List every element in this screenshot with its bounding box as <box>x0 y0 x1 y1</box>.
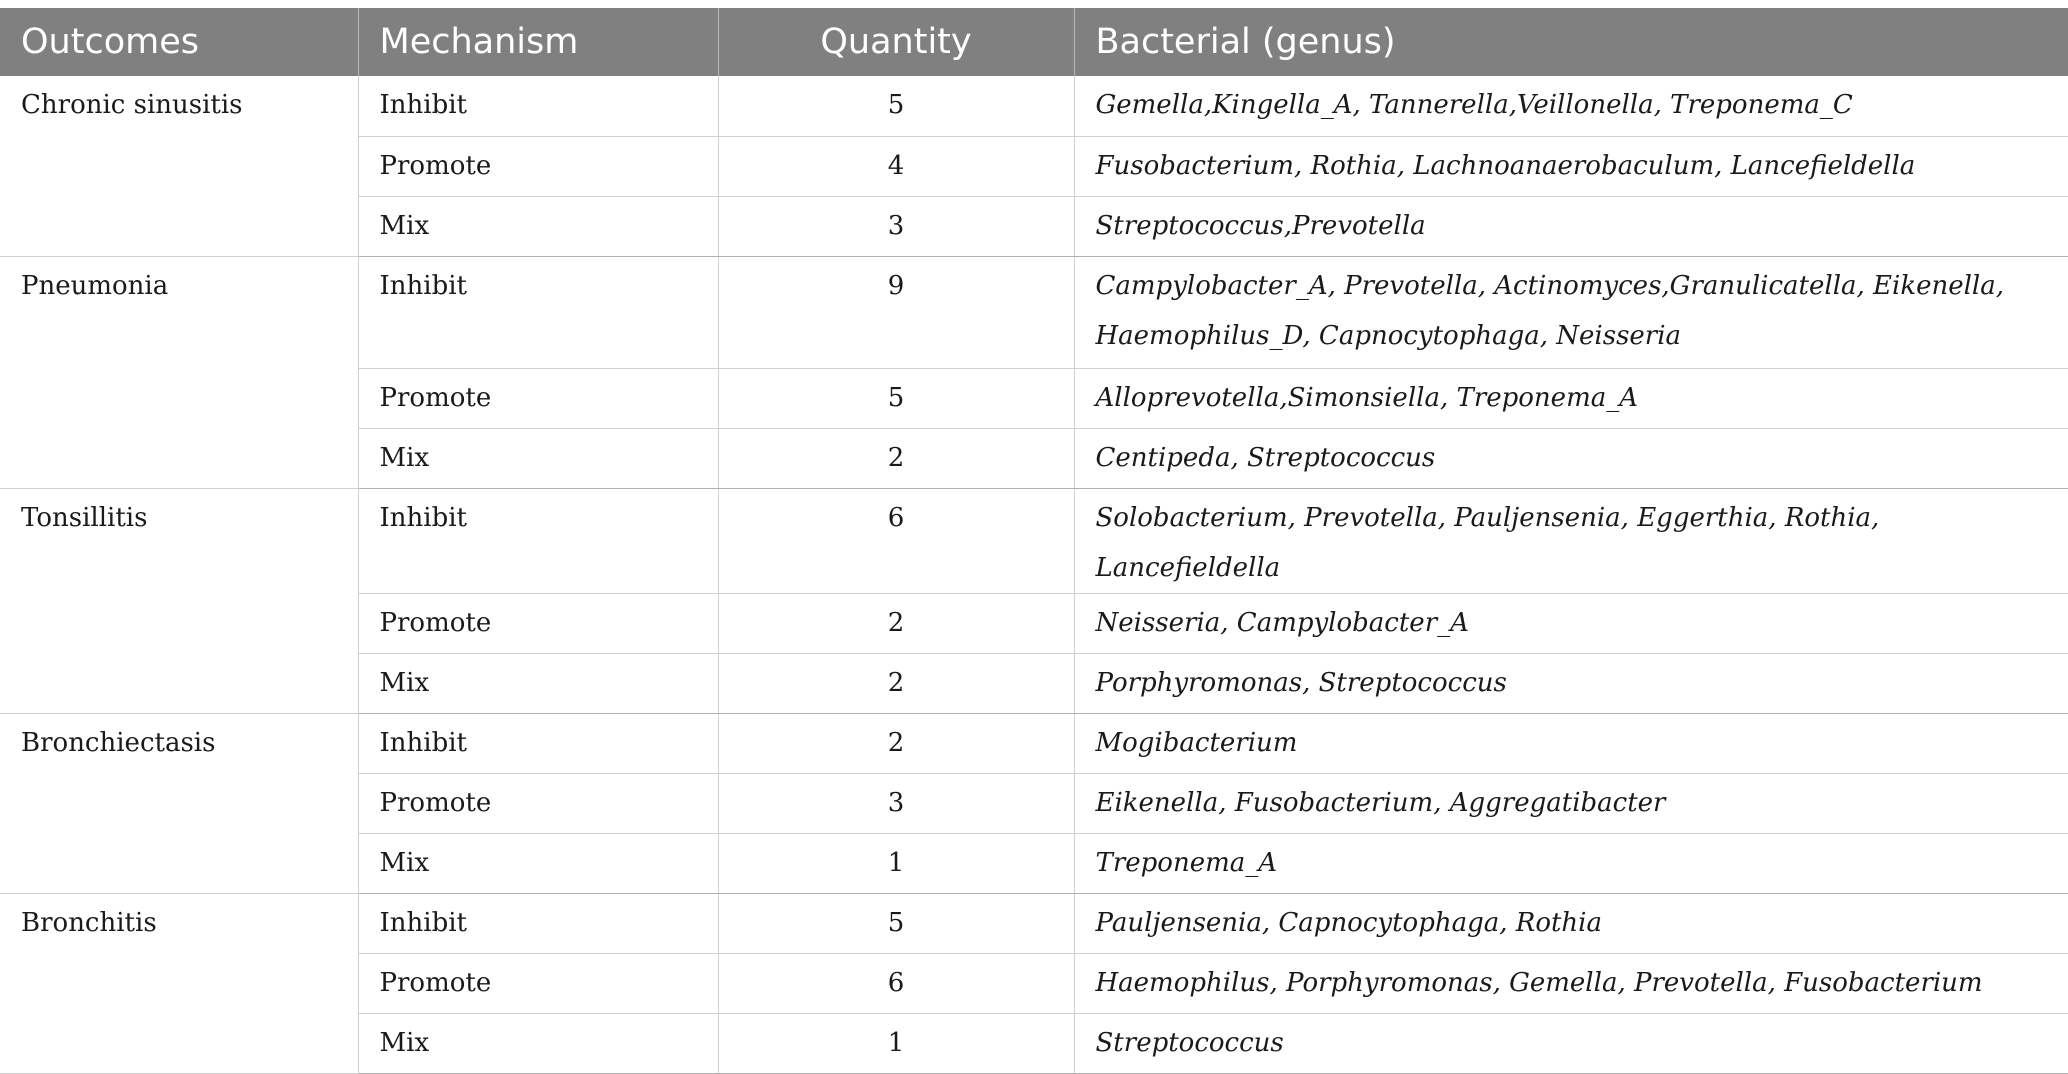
genus-cell: Centipeda, Streptococcus <box>1074 428 2068 488</box>
quantity-cell: 5 <box>718 76 1074 136</box>
mechanism-cell: Inhibit <box>358 893 718 953</box>
quantity-cell: 2 <box>718 713 1074 773</box>
genus-cell: Mogibacterium <box>1074 713 2068 773</box>
mechanism-cell: Mix <box>358 833 718 893</box>
quantity-cell: 4 <box>718 136 1074 196</box>
table-row <box>0 713 2068 773</box>
quantity-cell: 3 <box>718 196 1074 256</box>
quantity-cell: 1 <box>718 1013 1074 1073</box>
quantity-cell: 2 <box>718 653 1074 713</box>
header-mechanism: Mechanism <box>358 8 718 76</box>
mechanism-cell: Inhibit <box>358 256 718 368</box>
genus-cell: Pauljensenia, Capnocytophaga, Rothia <box>1074 893 2068 953</box>
quantity-cell: 2 <box>718 593 1074 653</box>
genus-cell: Streptococcus,Prevotella <box>1074 196 2068 256</box>
outcome-cell: Tonsillitis <box>0 488 358 713</box>
genus-cell: Alloprevotella,Simonsiella, Treponema_A <box>1074 368 2068 428</box>
header-quantity: Quantity <box>718 8 1074 76</box>
outcomes-table <box>0 8 2068 1074</box>
mechanism-cell: Promote <box>358 773 718 833</box>
quantity-cell: 1 <box>718 833 1074 893</box>
genus-cell: Haemophilus, Porphyromonas, Gemella, Prevotella, Fusobacterium <box>1074 953 2068 1013</box>
mechanism-cell: Inhibit <box>358 76 718 136</box>
mechanism-cell: Inhibit <box>358 713 718 773</box>
quantity-cell: 5 <box>718 893 1074 953</box>
quantity-cell: 6 <box>718 953 1074 1013</box>
mechanism-cell: Mix <box>358 196 718 256</box>
genus-cell: Treponema_A <box>1074 833 2068 893</box>
table-row <box>0 488 2068 593</box>
outcome-cell: Chronic sinusitis <box>0 76 358 256</box>
quantity-cell: 6 <box>718 488 1074 593</box>
mechanism-cell: Promote <box>358 136 718 196</box>
header-row <box>0 8 2068 76</box>
mechanism-cell: Mix <box>358 428 718 488</box>
genus-cell: Streptococcus <box>1074 1013 2068 1073</box>
mechanism-cell: Inhibit <box>358 488 718 593</box>
table-row <box>0 893 2068 953</box>
outcome-cell: Bronchitis <box>0 893 358 1073</box>
genus-cell: Gemella,Kingella_A, Tannerella,Veillonella, Treponema_C <box>1074 76 2068 136</box>
genus-cell: Neisseria, Campylobacter_A <box>1074 593 2068 653</box>
quantity-cell: 5 <box>718 368 1074 428</box>
genus-cell: Campylobacter_A, Prevotella, Actinomyces,Granulicatella, Eikenella, Haemophilus_D, Capnocytophaga, Neisseria <box>1074 256 2068 368</box>
mechanism-cell: Mix <box>358 653 718 713</box>
mechanism-cell: Promote <box>358 368 718 428</box>
mechanism-cell: Promote <box>358 953 718 1013</box>
header-outcomes: Outcomes <box>0 8 358 76</box>
outcome-cell: Pneumonia <box>0 256 358 488</box>
genus-cell: Fusobacterium, Rothia, Lachnoanaerobaculum, Lancefieldella <box>1074 136 2068 196</box>
outcome-cell: Bronchiectasis <box>0 713 358 893</box>
genus-cell: Porphyromonas, Streptococcus <box>1074 653 2068 713</box>
quantity-cell: 9 <box>718 256 1074 368</box>
quantity-cell: 3 <box>718 773 1074 833</box>
mechanism-cell: Mix <box>358 1013 718 1073</box>
table-row <box>0 76 2068 136</box>
table-body <box>0 76 2068 1073</box>
table-header <box>0 8 2068 76</box>
quantity-cell: 2 <box>718 428 1074 488</box>
header-bacterial-genus: Bacterial (genus) <box>1074 8 2068 76</box>
table-row <box>0 256 2068 368</box>
genus-cell: Eikenella, Fusobacterium, Aggregatibacter <box>1074 773 2068 833</box>
mechanism-cell: Promote <box>358 593 718 653</box>
genus-cell: Solobacterium, Prevotella, Pauljensenia, Eggerthia, Rothia, Lancefieldella <box>1074 488 2068 593</box>
